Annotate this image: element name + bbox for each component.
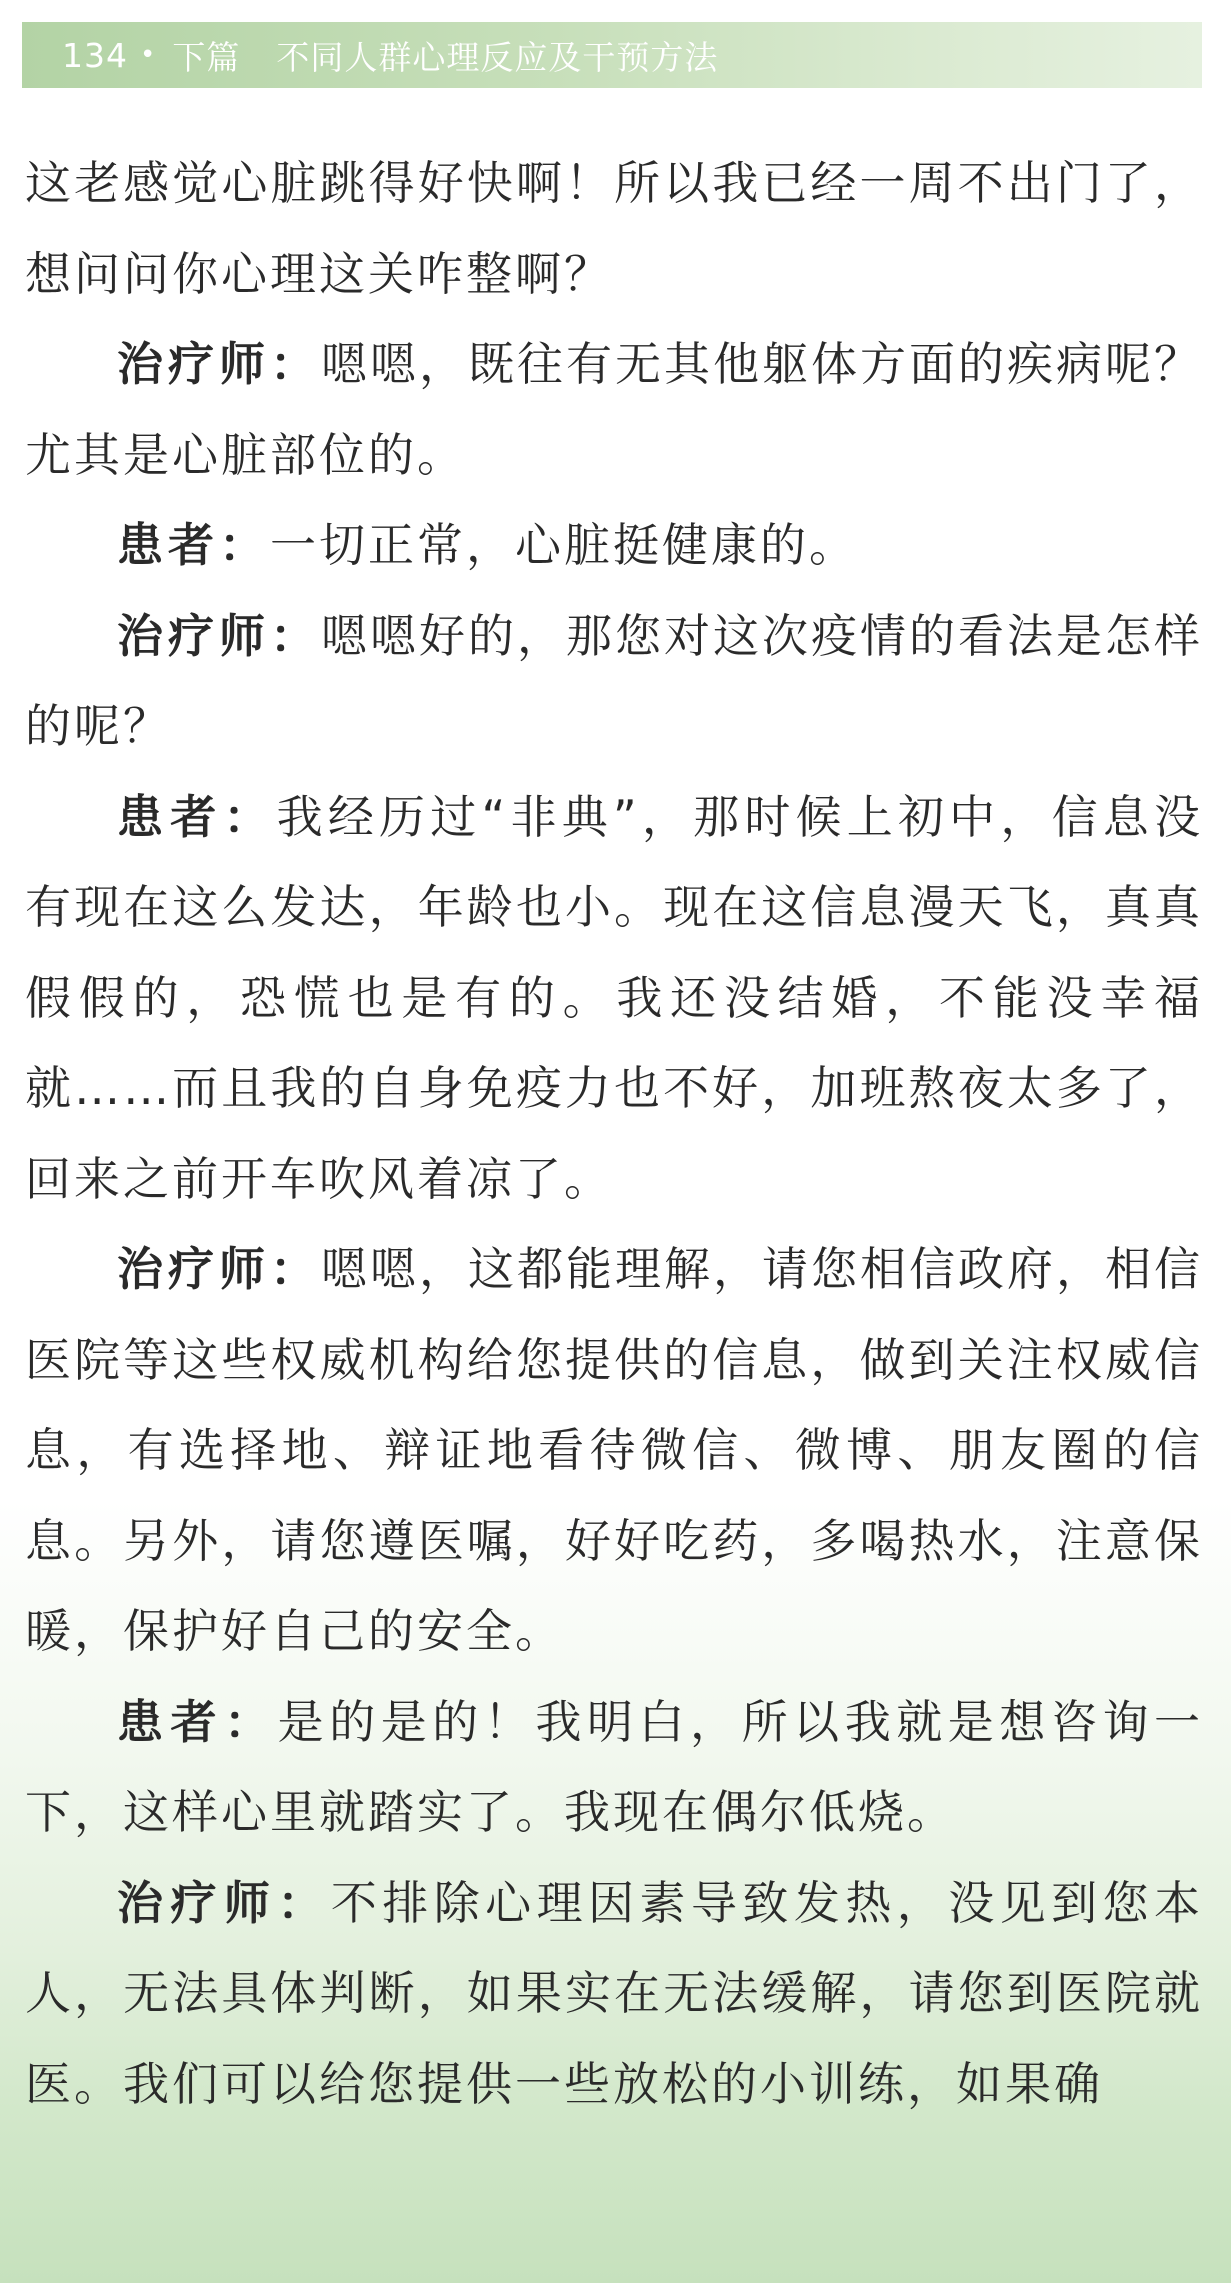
part-label: 下篇 — [172, 37, 241, 77]
paragraph-text: 一切正常，心脏挺健康的。 — [270, 518, 858, 572]
paragraph-text: 不排除心理因素导致发热，没见到您本人，无法具体判断，如果实在无法缓解，请您到医院就医。我们可以给您提供一些放松的小训练，如果确 — [25, 1875, 1204, 2111]
paragraph-text: 嗯嗯，既往有无其他躯体方面的疾病呢？尤其是心脏部位的。 — [25, 337, 1203, 482]
running-header — [22, 22, 1202, 88]
speaker-label: 患者： — [117, 789, 277, 844]
page-number: 134 — [62, 35, 128, 75]
paragraph-continuation — [25, 138, 1203, 319]
paragraph-text: 这老感觉心脏跳得好快啊！所以我已经一周不出门了，想问问你心理这关咋整啊？ — [25, 156, 1203, 301]
dialogue-paragraph — [25, 500, 1203, 591]
dialogue-paragraph — [25, 1858, 1203, 2130]
header-separator: • — [140, 40, 157, 70]
dialogue-paragraph — [25, 1677, 1203, 1858]
paragraph-text: 嗯嗯，这都能理解，请您相信政府，相信医院等这些权威机构给您提供的信息，做到关注权威信息，有选择地、辩证地看待微信、微博、朋友圈的信息。另外，请您遵医嘱，好好吃药，多喝热水，注意保暖，保护好自己的安全。 — [25, 1242, 1203, 1658]
body-text — [25, 138, 1203, 2129]
speaker-label: 患者： — [117, 518, 270, 572]
paragraph-text: 是的是的！我明白，所以我就是想咨询一下，这样心里就踏实了。我现在偶尔低烧。 — [25, 1694, 1204, 1839]
chapter-title: 不同人群心理反应及干预方法 — [276, 37, 719, 77]
speaker-label: 治疗师： — [117, 1875, 331, 1930]
speaker-label: 患者： — [117, 1694, 278, 1749]
dialogue-paragraph — [25, 591, 1203, 772]
paragraph-text: 我经历过“非典”，那时候上初中，信息没有现在这么发达，年龄也小。现在这信息漫天飞，真真假假的，恐慌也是有的。我还没结婚，不能没幸福就……而且我的自身免疫力也不好，加班熬夜太多了，回来之前开车吹风着凉了。 — [25, 789, 1203, 1206]
speaker-label: 治疗师： — [117, 1242, 321, 1296]
speaker-label: 治疗师： — [117, 337, 321, 391]
dialogue-paragraph — [25, 319, 1203, 500]
dialogue-paragraph — [25, 1224, 1203, 1677]
paragraph-text: 嗯嗯好的，那您对这次疫情的看法是怎样的呢？ — [25, 608, 1203, 753]
speaker-label: 治疗师： — [117, 608, 321, 663]
dialogue-paragraph — [25, 772, 1203, 1225]
